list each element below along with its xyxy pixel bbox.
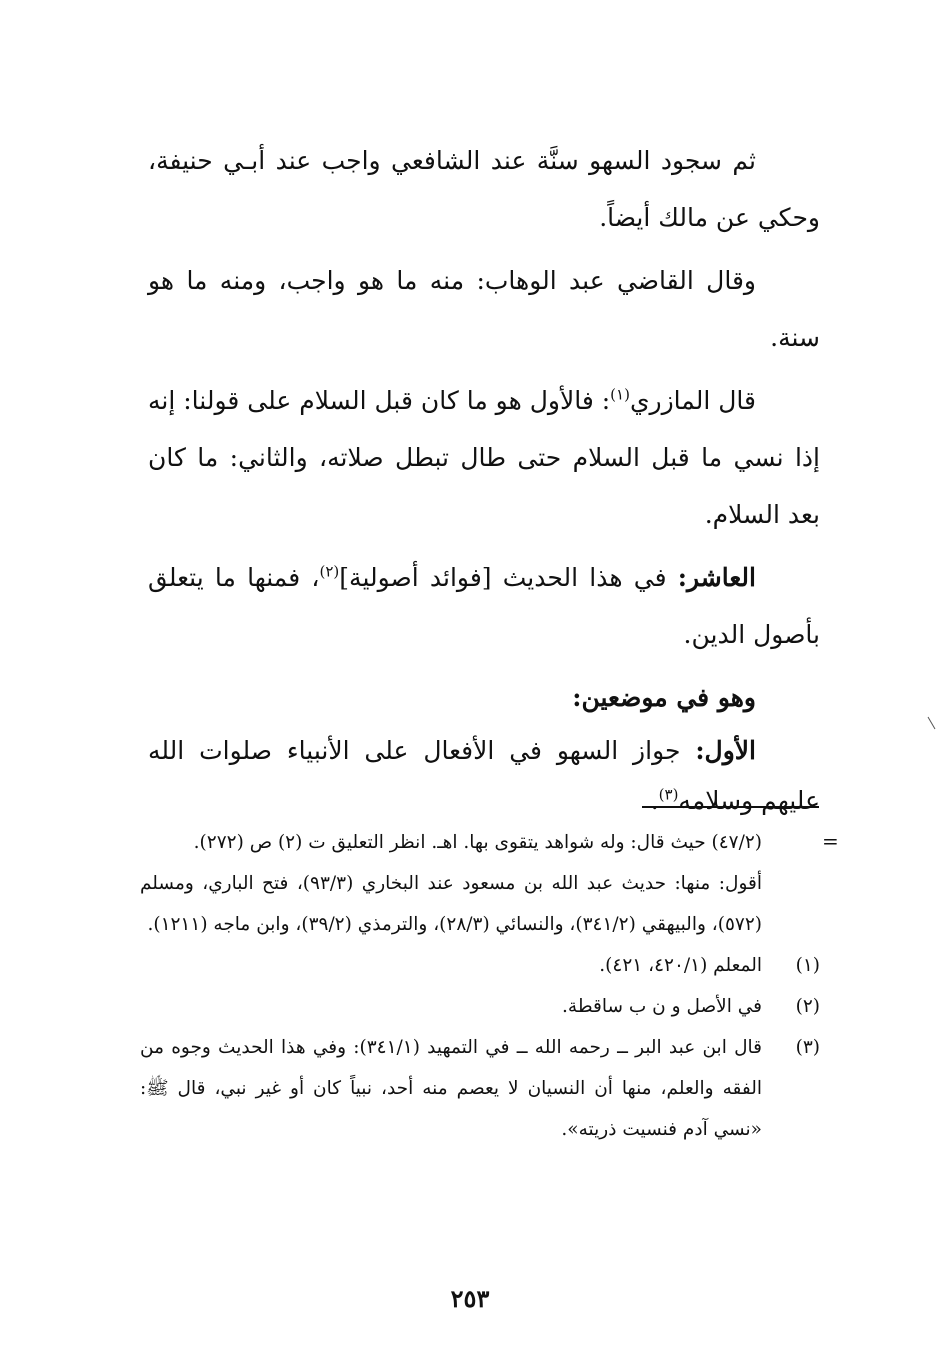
paragraph-6	[148, 726, 820, 826]
footnote-3-text: قال ابن عبد البر ــ رحمه الله ــ في التمهيد (٣٤١/١): وفي هذا الحديث وجوه من الفقه والعلم، منها أن النسيان لا يعصم منه أحد، نبياً كان أو غير نبي، قال ﷺ: «نسي آدم فنسيت ذريته».	[140, 1037, 762, 1140]
footnote-1-number: (١)	[795, 955, 820, 976]
footnotes-section	[140, 822, 820, 1150]
footnote-3	[140, 1027, 820, 1150]
footnote-ref-3[interactable]: (٣)	[658, 785, 679, 804]
footnote-2-text: في الأصل و ن ب ساقطة.	[562, 996, 762, 1017]
footnote-1-text: المعلم (٤٢٠/١، ٤٢١).	[599, 955, 762, 976]
paragraph-3	[148, 372, 820, 543]
paragraph-1-text: ثم سجود السهو سنَّة عند الشافعي واجب عند أبـي حنيفة، وحكي عن مالك أيضاً.	[148, 146, 820, 232]
paragraph-4-lead: العاشر:	[677, 563, 756, 592]
footnote-continued-a-text: (٤٧/٢) حيث قال: وله شواهد يتقوى بها. اهـ. انظر التعليق ت (٢) ص (٢٧٢).	[193, 832, 762, 853]
page-number: ٢٥٣	[450, 1284, 490, 1313]
paragraph-4-text-a: في هذا الحديث [فوائد أصولية]	[339, 563, 678, 592]
paragraph-5	[148, 669, 820, 726]
footnote-3-number: (٣)	[795, 1037, 820, 1058]
paragraph-3-text-a: قال المازري	[629, 386, 756, 415]
paragraph-6-lead: الأول:	[695, 736, 756, 765]
paragraph-3-text-b: : فالأول هو ما كان قبل السلام على قولنا: إنه إذا نسي ما قبل السلام حتى طال تبطل صلاته، والثاني: ما كان بعد السلام.	[148, 386, 820, 529]
main-text-body	[148, 132, 820, 832]
paragraph-5-text: وهو في موضعين:	[572, 683, 756, 712]
paragraph-6-end: .	[650, 786, 659, 815]
footnote-2	[140, 986, 820, 1027]
paragraph-2-text: وقال القاضي عبد الوهاب: منه ما هو واجب، ومنه ما هو سنة.	[148, 266, 820, 352]
footnote-separator	[642, 806, 819, 808]
footnote-2-number: (٢)	[795, 996, 820, 1017]
margin-stray-mark	[928, 717, 936, 730]
footnote-continuation-mark: =	[822, 829, 839, 853]
paragraph-4	[148, 549, 820, 663]
footnote-continued-b	[140, 863, 820, 945]
footnote-continued-a	[140, 822, 820, 863]
paragraph-4-text-b: ، فمنها ما يتعلق بأصول الدين.	[148, 563, 820, 649]
paragraph-2	[148, 252, 820, 366]
paragraph-6-text: جواز السهو في الأفعال على الأنبياء صلوات الله عليهم وسلامه	[148, 736, 820, 815]
footnote-ref-1[interactable]: (١)	[610, 385, 630, 404]
paragraph-1	[148, 132, 820, 246]
footnote-continued-b-text: أقول: منها: حديث عبد الله بن مسعود عند البخاري (٩٣/٣)، فتح الباري، ومسلم (٥٧٢)، والبيهقي (٣٤١/٢)، والنسائي (٢٨/٣)، والترمذي (٣٩/٢)، وابن ماجه (١٢١١).	[140, 873, 762, 935]
footnote-1	[140, 945, 820, 986]
footnote-ref-2[interactable]: (٢)	[319, 562, 340, 581]
